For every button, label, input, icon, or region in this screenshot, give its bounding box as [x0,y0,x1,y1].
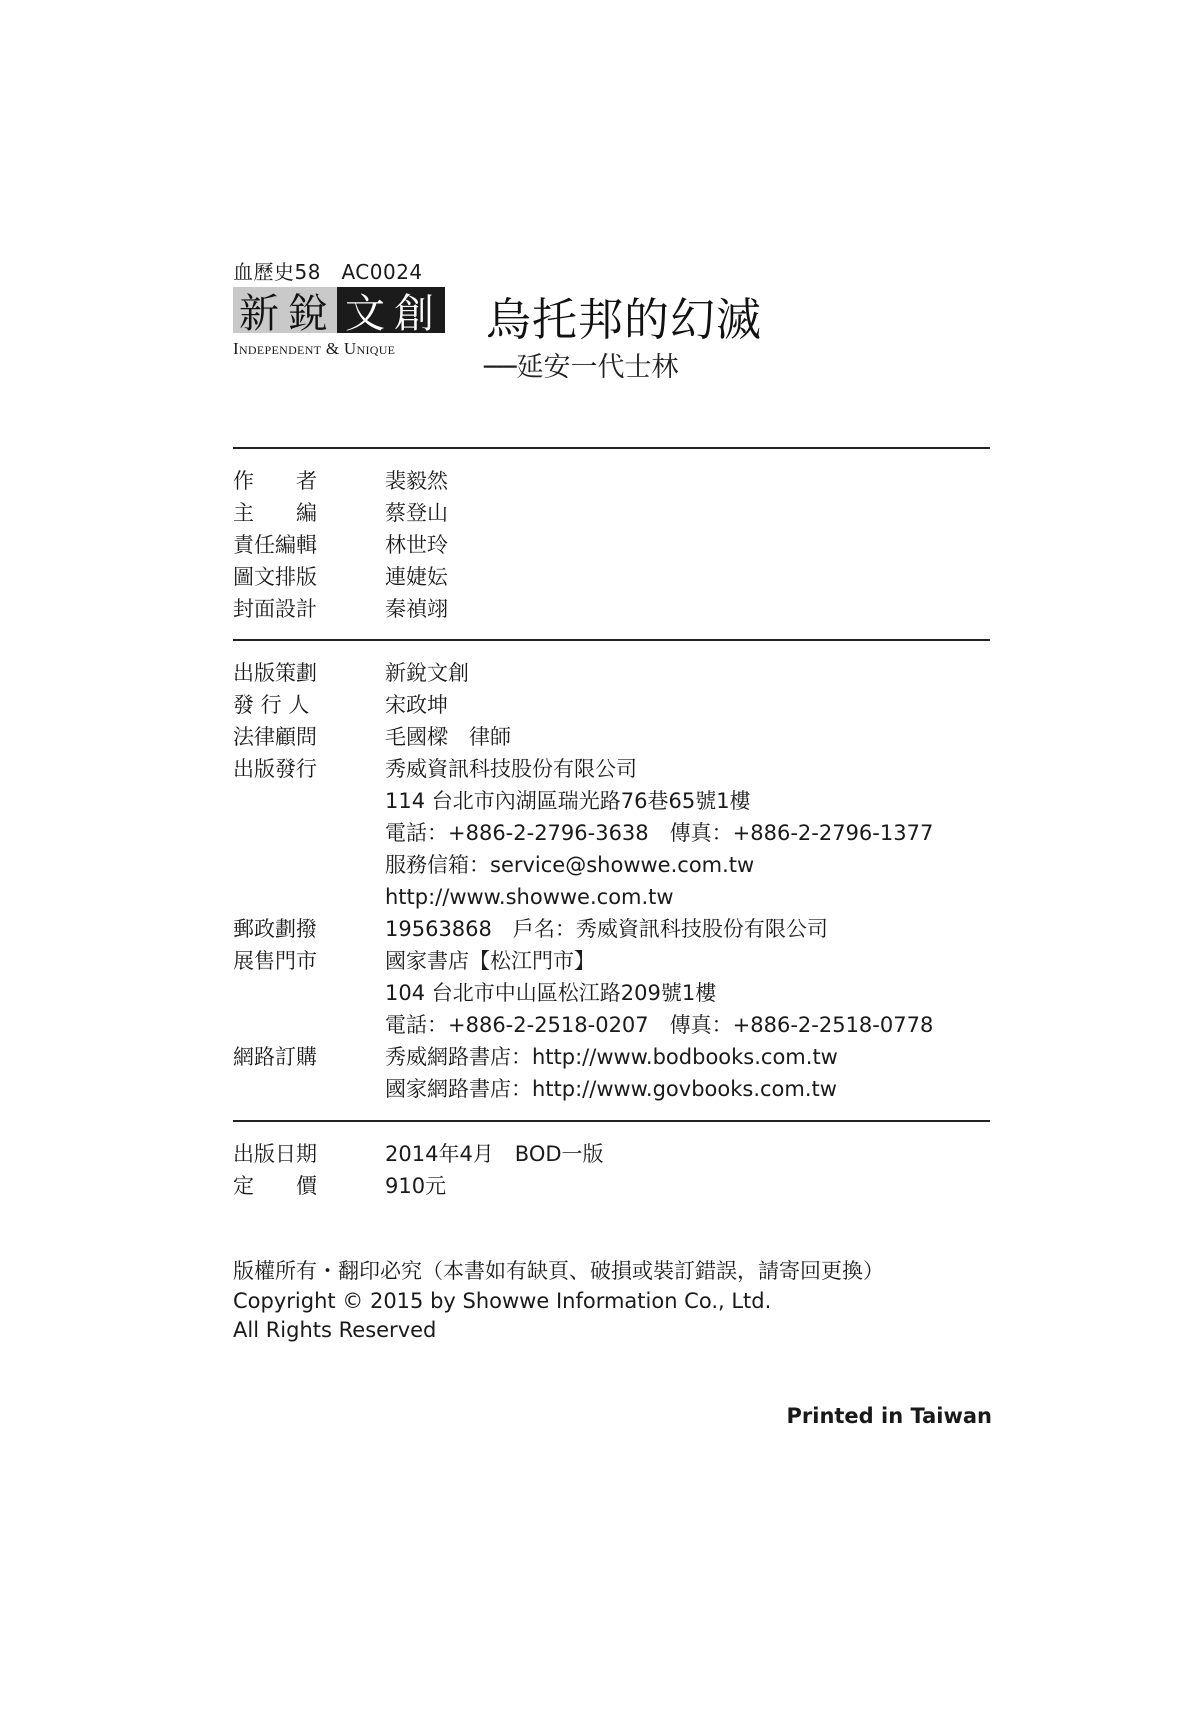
field-label: 責任編輯 [233,533,317,557]
field-value: 104 台北市中山區松江路209號1樓 [385,981,717,1005]
field-label: 主 編 [233,501,317,525]
publishing-row [233,690,448,720]
field-value: 910元 [385,1174,447,1198]
logo-dark-block: 文創 [337,287,445,333]
publishing-row [233,818,933,848]
field-label: 發 行 人 [233,693,310,717]
publishing-row [233,754,637,784]
logo-light-block: 新銳 [233,287,337,333]
field-value: 秀威資訊科技股份有限公司 [385,757,637,781]
field-value: 林世玲 [385,533,448,557]
field-label: 展售門市 [233,949,317,973]
publishing-row [233,978,716,1008]
logo-tagline: Independent & Unique [233,339,396,358]
rights-line-1: 版權所有・翻印必究（本書如有缺頁、破損或裝訂錯誤，請寄回更換） [233,1259,884,1283]
field-value: http://www.showwe.com.tw [385,885,674,909]
field-label [233,850,385,880]
field-value: 2014年4月 BOD一版 [385,1142,604,1166]
field-label [233,882,385,912]
rights-line-3: All Rights Reserved [233,1318,437,1342]
credits-row [233,530,448,560]
field-value: 秦禎翊 [385,597,448,621]
field-value: 電話：+886-2-2796-3638 傳真：+886-2-2796-1377 [385,821,934,845]
field-value: 19563868 戶名：秀威資訊科技股份有限公司 [385,917,828,941]
field-label: 封面設計 [233,597,317,621]
book-subtitle: ──延安一代士林 [484,352,679,383]
credits-row [233,466,448,496]
divider-credits [233,639,990,641]
publishing-row [233,1074,837,1104]
field-label [233,818,385,848]
series-number: 血歷史58 AC0024 [233,260,423,284]
field-label: 出版日期 [233,1142,317,1166]
field-value: 電話：+886-2-2518-0207 傳真：+886-2-2518-0778 [385,1013,934,1037]
field-label [233,1010,385,1040]
publishing-row [233,914,828,944]
field-value: 秀威網路書店：http://www.bodbooks.com.tw [385,1045,838,1069]
publishing-row [233,1042,838,1072]
field-value: 國家書店【松江門市】 [385,949,595,973]
publishing-row [233,946,595,976]
credits-row [233,498,448,528]
credits-row [233,594,448,624]
publishing-row [233,786,751,816]
field-label [233,978,385,1008]
field-value: 服務信箱：service@showwe.com.tw [385,853,755,877]
field-label: 作 者 [233,469,317,493]
field-value: 蔡登山 [385,501,448,525]
field-label: 出版策劃 [233,661,317,685]
edition-row [233,1171,446,1201]
field-label: 圖文排版 [233,565,317,589]
publisher-logo [233,287,445,337]
publishing-row [233,850,754,880]
field-label: 郵政劃撥 [233,917,317,941]
field-label: 網路訂購 [233,1045,317,1069]
divider-top [233,447,990,449]
credits-row [233,562,448,592]
field-value: 宋政坤 [385,693,448,717]
field-label: 定 價 [233,1174,317,1198]
field-value: 連婕妘 [385,565,448,589]
book-title: 烏托邦的幻滅 [486,293,763,346]
publishing-row [233,882,674,912]
printed-in-taiwan: Printed in Taiwan [786,1404,992,1428]
field-label [233,1074,385,1104]
field-value: 裴毅然 [385,469,448,493]
field-value: 毛國樑 律師 [385,725,511,749]
field-label [233,786,385,816]
edition-row [233,1139,604,1169]
rights-line-2: Copyright © 2015 by Showwe Information Co., Ltd. [233,1289,772,1313]
field-value: 114 台北市內湖區瑞光路76巷65號1樓 [385,789,751,813]
field-label: 法律顧問 [233,725,317,749]
field-value: 新銳文創 [385,661,469,685]
publishing-row [233,722,511,752]
divider-publishing [233,1120,990,1122]
publishing-row [233,1010,933,1040]
publishing-row [233,658,469,688]
field-label: 出版發行 [233,757,317,781]
field-value: 國家網路書店：http://www.govbooks.com.tw [385,1077,837,1101]
